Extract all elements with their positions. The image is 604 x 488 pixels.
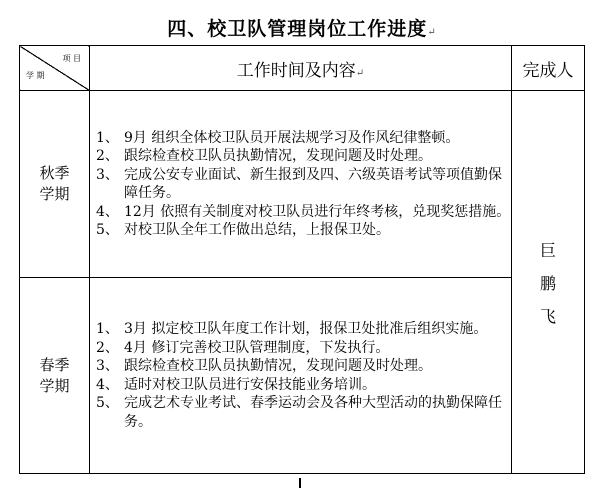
- item-number: 1、: [96, 129, 119, 146]
- item-number: 4、: [96, 376, 119, 393]
- semester-label: 秋季: [39, 164, 70, 182]
- item-number: 3、: [96, 358, 119, 374]
- content-cell-autumn: [90, 91, 512, 278]
- list-item: [96, 320, 511, 339]
- table-row-autumn: [20, 91, 585, 278]
- header-person-cell: [512, 46, 585, 91]
- item-number: 3、: [96, 166, 119, 183]
- semester-label: 春季: [39, 355, 70, 374]
- list-item: [96, 166, 511, 203]
- person-name-char: 鹏: [539, 273, 556, 293]
- item-number: 4、: [96, 203, 119, 220]
- item-text: 跟综检查校卫队员执勤情况，发现问题及时处理。: [124, 358, 432, 374]
- item-text: 完成艺术专业考试、春季运动会及各种大型活动的执勤保障任务。: [124, 395, 502, 430]
- item-number: 5、: [96, 222, 119, 238]
- paragraph-mark-icon: ↵: [427, 27, 437, 38]
- progress-table: [19, 45, 585, 474]
- item-number: 5、: [96, 395, 119, 411]
- list-item: [96, 339, 511, 358]
- item-text: 跟综检查校卫队员执勤情况，发现问题及时处理。: [124, 148, 432, 164]
- list-item: [96, 129, 511, 148]
- list-item: [96, 203, 511, 222]
- item-text: 9月 组织全体校卫队员开展法规学习及作风纪律整顿。: [124, 129, 460, 146]
- table-header-row: [20, 46, 585, 91]
- item-text: 3月 拟定校卫队年度工作计划，报保卫处批准后组织实施。: [124, 321, 488, 337]
- list-item: [96, 394, 511, 431]
- text-cursor-mark: [299, 478, 301, 488]
- corner-label-semester: 学 期: [26, 71, 45, 80]
- semester-label: 学期: [39, 376, 70, 395]
- item-number: 1、: [96, 321, 119, 337]
- item-number: 2、: [96, 148, 119, 164]
- list-item: [96, 221, 511, 240]
- list-item: [96, 376, 511, 395]
- semester-cell-autumn: [20, 91, 90, 278]
- list-item: [96, 147, 511, 166]
- header-content-cell: [90, 46, 512, 91]
- content-cell-spring: [90, 278, 512, 474]
- paragraph-mark-icon: ↵: [355, 67, 365, 79]
- semester-label: 学期: [39, 185, 70, 203]
- header-content-label: 工作时间及内容: [236, 60, 356, 81]
- page-title: [0, 14, 604, 41]
- table-row-spring: [20, 278, 585, 474]
- item-number: 2、: [96, 339, 119, 356]
- diagonal-corner-cell: [20, 46, 90, 91]
- page-title-text: 四、校卫队管理岗位工作进度: [167, 18, 428, 40]
- item-text: 12月 依照有关制度对校卫队员进行年终考核，兑现奖惩措施。: [124, 203, 511, 220]
- list-item: [96, 357, 511, 376]
- item-text: 适时对校卫队员进行安保技能业务培训。: [124, 376, 376, 393]
- header-person-label: 完成人: [522, 60, 574, 81]
- person-cell: [512, 91, 585, 474]
- corner-label-item: 项 目: [62, 54, 81, 63]
- person-name-char: 飞: [539, 306, 556, 326]
- item-text: 完成公安专业面试、新生报到及四、六级英语考试等项值勤保障任务。: [124, 166, 502, 201]
- item-text: 4月 修订完善校卫队管理制度，下发执行。: [124, 339, 390, 356]
- person-name-char: 巨: [539, 240, 556, 260]
- item-text: 对校卫队全年工作做出总结，上报保卫处。: [124, 222, 390, 238]
- semester-cell-spring: [20, 278, 90, 474]
